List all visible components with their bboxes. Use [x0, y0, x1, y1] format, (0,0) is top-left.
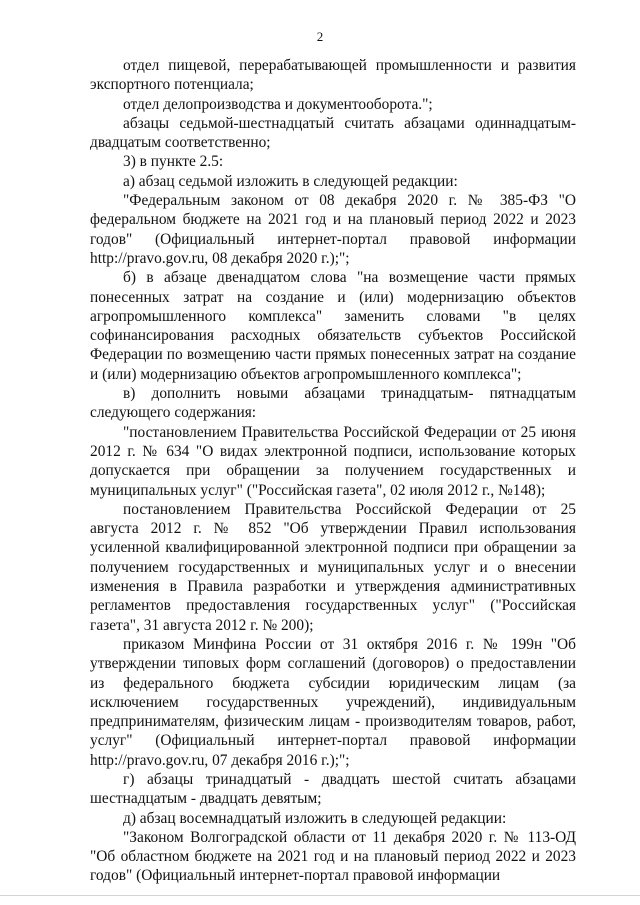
paragraph-7: б) в абзаце двенадцатом слова "на возмещение части прямых понесенных затрат на создание и (или) модернизацию объектов агропромышленного комплекса" заменить словами "в целях софинансирования расходных обязательств субъектов Российской Федерации по возмещению части прямых понесенных затрат на создание и (или) модернизацию объектов агропромышленного комплекса"; [90, 269, 576, 383]
paragraph-14: "Законом Волгоградской области от 11 декабря 2020 г. № 113-ОД "Об областном бюджете на 2021 год и на плановый период 2022 и 2023 годов" (Официальный интернет-портал правовой информации [90, 828, 576, 885]
paragraph-8: в) дополнить новыми абзацами тринадцатым- пятнадцатым следующего содержания: [90, 385, 576, 422]
paragraph-9: "постановлением Правительства Российской Федерации от 25 июня 2012 г. № 634 "О видах электронной подписи, использование которых допускается при обращении за получением государственных и муниципальных услуг" ("Российская газета", 02 июля 2012 г., №148); [90, 423, 576, 499]
paragraph-13: д) абзац восемнадцатый изложить в следующей редакции: [123, 809, 507, 827]
page-number: 2 [316, 29, 324, 44]
paragraph-12: г) абзацы тринадцатый - двадцать шестой считать абзацами шестнадцатым - двадцать девятым; [90, 770, 576, 808]
paragraph-11: приказом Минфина России от 31 октября 2016 г. № 199н "Об утверждении типовых форм соглашений (договоров) о предоставлении из федерального бюджета субсидии юридическим лицам (за исключением государственных учреждений), индивидуальным предпринимателям, физическим лицам - производителям товаров, работ, услуг" (Официальный интернет-портал правовой информации http://pravo.gov.ru, 07 декабря 2016 г.);"; [90, 635, 576, 769]
paragraph-5: а) абзац седьмой изложить в следующей редакции: [123, 172, 458, 190]
paragraph-3: абзацы седьмой-шестнадцатый считать абзацами одиннадцатым-двадцатым соответственно; [90, 114, 576, 152]
page-bottom-divider [0, 895, 640, 896]
paragraph-6: "Федеральным законом от 08 декабря 2020 г. № 385-ФЗ "О федеральном бюджете на 2021 год и на плановый период 2022 и 2023 годов" (Официальный интернет-портал правовой информации http://pravo.gov.ru, 08 декабря 2020 г.);"; [90, 192, 576, 267]
paragraph-10: постановлением Правительства Российской Федерации от 25 августа 2012 г. № 852 "Об утверждении Правил использования усиленной квалифицированной электронной подписи при обращении за получением государственных и муниципальных услуг и о внесении изменения в Правила разработки и утверждения административных регламентов предоставления государственных услуг" ("Российская газета", 31 августа 2012 г. № 200); [90, 500, 576, 634]
paragraph-2: отдел делопроизводства и документооборота."; [123, 95, 433, 113]
document-body [90, 56, 576, 886]
paragraph-4: 3) в пункте 2.5: [123, 153, 224, 171]
paragraph-1: отдел пищевой, перерабатывающей промышленности и развития экспортного потенциала; [90, 57, 576, 94]
